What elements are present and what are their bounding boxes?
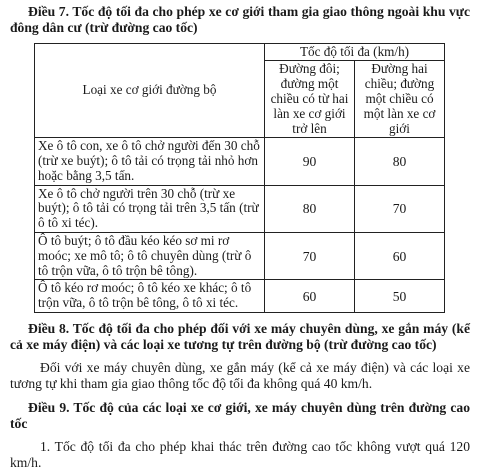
speed-divided-cell: 90	[265, 138, 355, 185]
table-header-row	[35, 43, 445, 61]
two-way-road-header: Đường hai chiều; đường một chiều có một làn xe cơ giới	[355, 61, 445, 138]
max-speed-header: Tốc độ tối đa (km/h)	[265, 43, 445, 61]
vehicle-type-cell: Ô tô kéo rơ moóc; ô tô kéo xe khác; ô tô trộn vữa, ô tô trộn bê tông, ô tô xi téc.	[35, 280, 265, 313]
article-8-title: Điều 8. Tốc độ tối đa cho phép đối với xe máy chuyên dùng, xe gắn máy (kể cả xe máy điện) và các loại xe tương tự trên đường bộ (trừ đường cao tốc)	[10, 320, 470, 353]
speed-two-way-cell: 70	[355, 185, 445, 232]
speed-divided-cell: 60	[265, 280, 355, 313]
speed-limit-table	[34, 43, 445, 313]
speed-divided-cell: 80	[265, 185, 355, 232]
table-row	[35, 280, 445, 313]
article-7-title: Điều 7. Tốc độ tối đa cho phép xe cơ giới tham gia giao thông ngoài khu vực đông dân cư (trừ đường cao tốc)	[10, 4, 470, 36]
speed-two-way-cell: 50	[355, 280, 445, 313]
article-8-body: Đối với xe máy chuyên dùng, xe gắn máy (kể cả xe máy điện) và các loại xe tương tự khi tham gia giao thông tốc độ tối đa không quá 40 km/h.	[10, 359, 470, 391]
table-row	[35, 138, 445, 185]
vehicle-type-cell: Xe ô tô chở người trên 30 chỗ (trừ xe buýt); ô tô tải có trọng tải trên 3,5 tấn (trừ ô tô xi téc).	[35, 185, 265, 232]
table-row	[35, 185, 445, 232]
vehicle-type-cell: Ô tô buýt; ô tô đầu kéo kéo sơ mi rơ moóc; xe mô tô; ô tô chuyên dùng (trừ ô tô trộn vữa, ô tô trộn bê tông).	[35, 233, 265, 280]
table-row	[35, 233, 445, 280]
speed-divided-cell: 70	[265, 233, 355, 280]
vehicle-type-header: Loại xe cơ giới đường bộ	[35, 43, 265, 138]
divided-road-header: Đường đôi; đường một chiều có từ hai làn xe cơ giới trở lên	[265, 61, 355, 138]
vehicle-type-cell: Xe ô tô con, xe ô tô chở người đến 30 chỗ (trừ xe buýt); ô tô tải có trọng tải nhỏ hơn hoặc bằng 3,5 tấn.	[35, 138, 265, 185]
article-9-title: Điều 9. Tốc độ của các loại xe cơ giới, xe máy chuyên dùng trên đường cao tốc	[10, 400, 470, 432]
speed-two-way-cell: 60	[355, 233, 445, 280]
article-9-item-1: 1. Tốc độ tối đa cho phép khai thác trên đường cao tốc không vượt quá 120 km/h.	[10, 438, 470, 471]
speed-two-way-cell: 80	[355, 138, 445, 185]
